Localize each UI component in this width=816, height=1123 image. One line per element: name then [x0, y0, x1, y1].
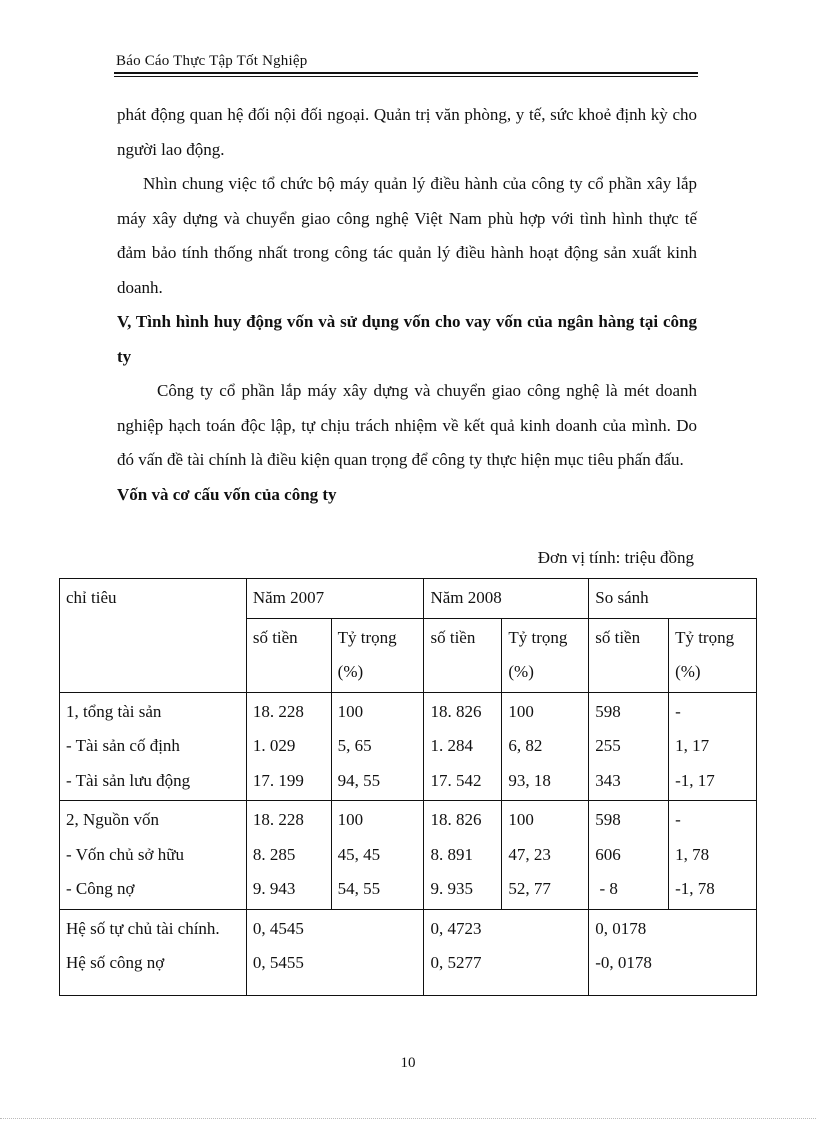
assets-labels: 1, tổng tài sản - Tài sản cố định - Tài sản lưu động	[60, 692, 247, 801]
subheader-amount-compare: số tiền	[589, 618, 669, 692]
table-row-capital-sources	[60, 801, 757, 910]
paragraph-company: Công ty cổ phần lắp máy xây dựng và chuyển giao công nghệ là mét doanh nghiệp hạch toán độc lập, tự chịu trách nhiệm về kết quả kinh doanh của mình. Do đó vấn đề tài chính là điều kiện quan trọng để công ty thực hiện mục tiêu phấn đấu.	[117, 381, 697, 469]
section-heading: V, Tình hình huy động vốn và sử dụng vốn cho vay vốn của ngân hàng tại công ty	[117, 312, 697, 366]
header-year-2007: Năm 2007	[246, 579, 424, 619]
header-title: Báo Cáo Thực Tập Tốt Nghiệp	[116, 53, 308, 69]
assets-amount-compare: 598 255 343	[589, 692, 669, 801]
header-rule-thin	[114, 76, 698, 77]
assets-share-2007: 100 5, 65 94, 55	[331, 692, 424, 801]
page-number: 10	[400, 1055, 416, 1071]
assets-share-2008: 100 6, 82 93, 18	[502, 692, 589, 801]
header-indicator: chỉ tiêu	[60, 579, 247, 693]
subheader-amount-2007: số tiền	[246, 618, 331, 692]
header-rule	[114, 72, 698, 74]
subheader-amount-2008: số tiền	[424, 618, 502, 692]
table-header-row	[60, 579, 757, 619]
header-compare: So sánh	[589, 579, 757, 619]
ratios-2008: 0, 4723 0, 5277	[424, 909, 589, 995]
paragraph-summary: Nhìn chung việc tổ chức bộ máy quản lý điều hành của công ty cổ phần xây lắp máy xây dựng và chuyển giao công nghệ Việt Nam phù hợp với tình hình thực tế đảm bảo tính thống nhất trong công tác quản lý điều hành hoạt động sản xuất kinh doanh.	[117, 174, 697, 297]
header-year-2008: Năm 2008	[424, 579, 589, 619]
page-bottom-border	[0, 1118, 816, 1119]
table-row-assets	[60, 692, 757, 801]
sources-amount-2008: 18. 826 8. 891 9. 935	[424, 801, 502, 910]
assets-amount-2007: 18. 228 1. 029 17. 199	[246, 692, 331, 801]
capital-structure-table	[59, 578, 757, 996]
subheader-share-2008: Tỷ trọng (%)	[502, 618, 589, 692]
sources-share-compare: - 1, 78 -1, 78	[669, 801, 757, 910]
unit-label: Đơn vị tính: triệu đồng	[537, 548, 694, 567]
subheader-share-compare: Tỷ trọng (%)	[669, 618, 757, 692]
paragraph-continuation: phát động quan hệ đối nội đối ngoại. Quản trị văn phòng, y tế, sức khoẻ định kỳ cho người lao động.	[117, 105, 697, 159]
sources-amount-2007: 18. 228 8. 285 9. 943	[246, 801, 331, 910]
body-text	[117, 98, 697, 512]
sources-labels: 2, Nguồn vốn - Vốn chủ sở hữu - Công nợ	[60, 801, 247, 910]
ratios-compare: 0, 0178 -0, 0178	[589, 909, 757, 995]
table-row-ratios	[60, 909, 757, 995]
sources-amount-compare: 598 606 - 8	[589, 801, 669, 910]
subheader-share-2007: Tỷ trọng (%)	[331, 618, 424, 692]
sources-share-2008: 100 47, 23 52, 77	[502, 801, 589, 910]
assets-share-compare: - 1, 17 -1, 17	[669, 692, 757, 801]
ratios-2007: 0, 4545 0, 5455	[246, 909, 424, 995]
assets-amount-2008: 18. 826 1. 284 17. 542	[424, 692, 502, 801]
sources-share-2007: 100 45, 45 54, 55	[331, 801, 424, 910]
table-heading: Vốn và cơ cấu vốn của công ty	[117, 484, 337, 504]
ratios-labels: Hệ số tự chủ tài chính. Hệ số công nợ	[60, 909, 247, 995]
